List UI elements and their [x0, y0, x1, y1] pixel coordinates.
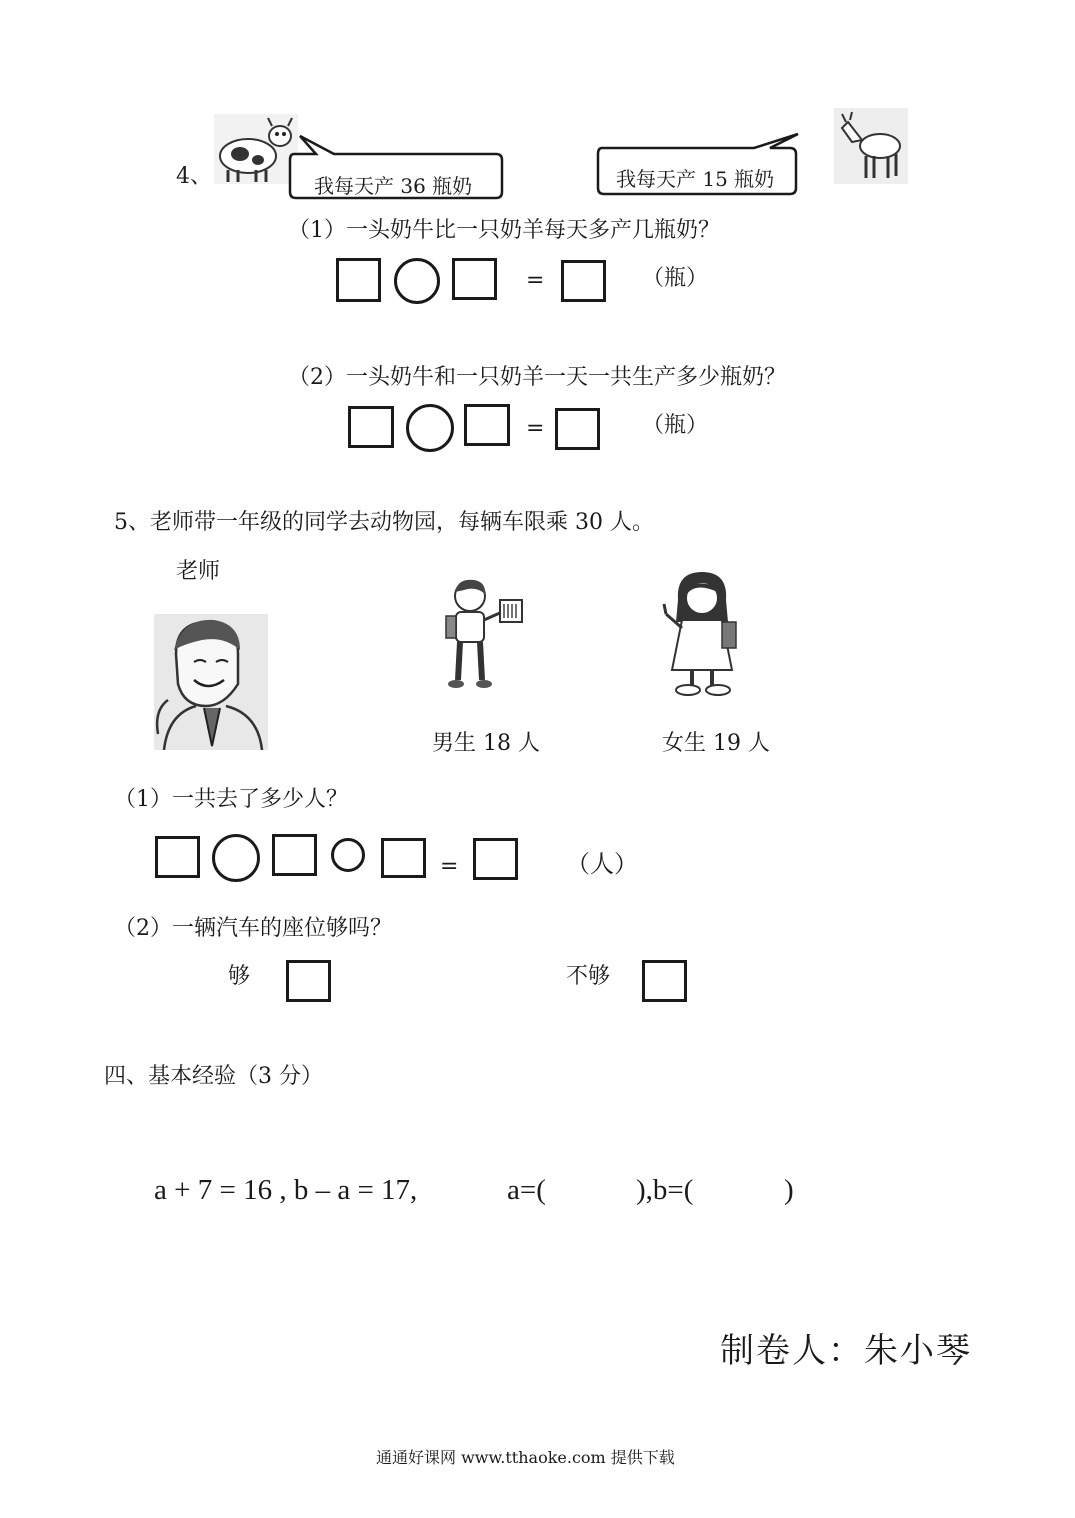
boy-image [436, 576, 528, 692]
unit-label: （瓶） [642, 266, 709, 291]
q5-sub2-question: （2）一辆汽车的座位够吗？ [114, 916, 392, 941]
result-box[interactable] [473, 838, 518, 880]
answer-box[interactable] [155, 836, 200, 878]
goat-image [834, 108, 908, 184]
answer-b-open: ),b=( [636, 1174, 694, 1206]
answer-b-close: ) [784, 1174, 794, 1206]
cow-bubble-text: 我每天产 36 瓶奶 [314, 174, 473, 198]
operator-circle[interactable] [331, 838, 365, 872]
unit-label: （人） [566, 850, 638, 878]
not-enough-label: 不够 [566, 964, 611, 989]
author-signature: 制卷人：朱小琴 [720, 1331, 972, 1371]
goat-bubble-text: 我每天产 15 瓶奶 [616, 167, 775, 191]
enough-label: 够 [228, 964, 251, 989]
teacher-label: 老师 [176, 559, 221, 584]
operator-circle[interactable] [394, 258, 440, 304]
section4-equation: a + 7 = 16 , b – a = 17, [154, 1174, 418, 1206]
answer-box[interactable] [336, 258, 381, 302]
page-footer: 通通好课网 www.tthaoke.com 提供下载 [376, 1448, 675, 1467]
result-box[interactable] [555, 408, 600, 450]
answer-box[interactable] [464, 404, 510, 446]
unit-label: （瓶） [642, 413, 709, 438]
operator-circle[interactable] [406, 404, 454, 452]
answer-box[interactable] [452, 258, 497, 300]
q4-sub1-question: （1）一头奶牛比一只奶羊每天多产几瓶奶？ [288, 218, 720, 243]
girl-image [656, 570, 748, 698]
answer-box[interactable] [272, 834, 317, 876]
equals-sign: = [440, 854, 459, 879]
q4-sub2-question: （2）一头奶牛和一只奶羊一天一共生产多少瓶奶？ [288, 365, 786, 390]
boys-label: 男生 18 人 [432, 731, 540, 756]
answer-box[interactable] [381, 838, 426, 878]
q5-question: 5、老师带一年级的同学去动物园，每辆车限乘 30 人。 [114, 510, 654, 535]
equals-sign: = [526, 416, 545, 441]
equals-sign: = [526, 268, 545, 293]
answer-a-open: a=( [507, 1174, 546, 1206]
operator-circle[interactable] [212, 834, 260, 882]
answer-box[interactable] [348, 406, 394, 448]
enough-checkbox[interactable] [286, 960, 331, 1002]
result-box[interactable] [561, 260, 606, 302]
girls-label: 女生 19 人 [662, 731, 770, 756]
q5-sub1-question: （1）一共去了多少人？ [114, 787, 348, 812]
q4-number: 4、 [176, 164, 212, 189]
teacher-image [154, 614, 268, 750]
section4-heading: 四、基本经验（3 分） [104, 1064, 323, 1089]
not-enough-checkbox[interactable] [642, 960, 687, 1002]
